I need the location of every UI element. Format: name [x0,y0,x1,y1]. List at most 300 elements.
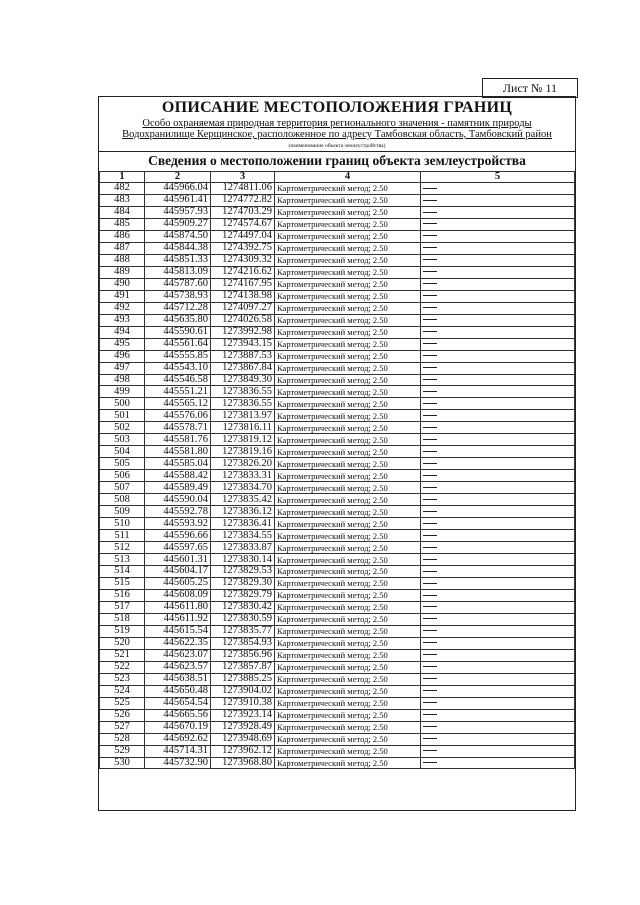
table-row [100,458,575,470]
point-number-cell: 506 [100,470,145,482]
x-coordinate-cell: 445588.42 [145,470,211,482]
note-cell [421,661,575,673]
dash-mark [423,750,437,751]
method-cell: Картометрический метод; 2.50 [275,530,421,542]
x-coordinate-cell: 445961.41 [145,194,211,206]
method-cell: Картометрический метод; 2.50 [275,637,421,649]
note-cell [421,506,575,518]
y-coordinate-cell: 1274392.75 [211,242,275,254]
document-title: ОПИСАНИЕ МЕСТОПОЛОЖЕНИЯ ГРАНИЦ [161,99,513,116]
y-coordinate-cell: 1273887.53 [211,350,275,362]
note-cell [421,230,575,242]
method-cell: Картометрический метод; 2.50 [275,554,421,566]
dash-mark [423,188,437,189]
y-coordinate-cell: 1273829.30 [211,577,275,589]
table-row [100,542,575,554]
point-number-cell: 487 [100,242,145,254]
y-coordinate-cell: 1273904.02 [211,685,275,697]
note-cell [421,613,575,625]
dash-mark [423,475,437,476]
dash-mark [423,463,437,464]
method-cell: Картометрический метод; 2.50 [275,458,421,470]
dash-mark [423,343,437,344]
header-divider [99,151,575,152]
y-coordinate-cell: 1273829.79 [211,589,275,601]
column-header: 1 [100,172,145,183]
x-coordinate-cell: 445551.21 [145,386,211,398]
method-cell: Картометрический метод; 2.50 [275,518,421,530]
dash-mark [423,367,437,368]
point-number-cell: 488 [100,254,145,266]
method-cell: Картометрический метод; 2.50 [275,506,421,518]
table-row [100,338,575,350]
x-coordinate-cell: 445654.54 [145,697,211,709]
x-coordinate-cell: 445966.04 [145,183,211,195]
note-cell [421,398,575,410]
point-number-cell: 484 [100,206,145,218]
method-cell: Картометрический метод; 2.50 [275,398,421,410]
y-coordinate-cell: 1273833.87 [211,542,275,554]
y-coordinate-cell: 1273836.41 [211,518,275,530]
x-coordinate-cell: 445638.51 [145,673,211,685]
point-number-cell: 493 [100,314,145,326]
method-cell: Картометрический метод; 2.50 [275,589,421,601]
note-cell [421,278,575,290]
note-cell [421,518,575,530]
method-cell: Картометрический метод; 2.50 [275,183,421,195]
table-row [100,673,575,685]
point-number-cell: 505 [100,458,145,470]
table-row [100,254,575,266]
note-cell [421,589,575,601]
note-cell [421,685,575,697]
point-number-cell: 489 [100,266,145,278]
method-cell: Картометрический метод; 2.50 [275,386,421,398]
note-cell [421,434,575,446]
x-coordinate-cell: 445597.65 [145,542,211,554]
sheet-number: Лист № 11 [482,78,578,98]
dash-mark [423,391,437,392]
x-coordinate-cell: 445909.27 [145,218,211,230]
table-row [100,733,575,745]
y-coordinate-cell: 1273948.69 [211,733,275,745]
y-coordinate-cell: 1274216.62 [211,266,275,278]
point-number-cell: 528 [100,733,145,745]
method-cell: Картометрический метод; 2.50 [275,230,421,242]
note-cell [421,757,575,769]
table-row [100,757,575,769]
x-coordinate-cell: 445592.78 [145,506,211,518]
method-cell: Картометрический метод; 2.50 [275,709,421,721]
dash-mark [423,547,437,548]
column-header: 5 [421,172,575,183]
table-row [100,242,575,254]
x-coordinate-cell: 445851.33 [145,254,211,266]
table-row [100,625,575,637]
method-cell: Картометрический метод; 2.50 [275,482,421,494]
dash-mark [423,762,437,763]
point-number-cell: 501 [100,410,145,422]
y-coordinate-cell: 1273849.30 [211,374,275,386]
note-cell [421,362,575,374]
note-cell [421,625,575,637]
x-coordinate-cell: 445712.28 [145,302,211,314]
dash-mark [423,511,437,512]
x-coordinate-cell: 445611.80 [145,601,211,613]
dash-mark [423,212,437,213]
y-coordinate-cell: 1273819.12 [211,434,275,446]
column-header: 3 [211,172,275,183]
dash-mark [423,235,437,236]
dash-mark [423,499,437,500]
table-row [100,410,575,422]
y-coordinate-cell: 1273928.49 [211,721,275,733]
table-row [100,613,575,625]
table-row [100,709,575,721]
table-row [100,422,575,434]
y-coordinate-cell: 1273856.96 [211,649,275,661]
y-coordinate-cell: 1274167.95 [211,278,275,290]
method-cell: Картометрический метод; 2.50 [275,577,421,589]
y-coordinate-cell: 1273867.84 [211,362,275,374]
y-coordinate-cell: 1273992.98 [211,326,275,338]
point-number-cell: 483 [100,194,145,206]
y-coordinate-cell: 1273834.55 [211,530,275,542]
method-cell: Картометрический метод; 2.50 [275,338,421,350]
y-coordinate-cell: 1273813.97 [211,410,275,422]
note-cell [421,577,575,589]
point-number-cell: 511 [100,530,145,542]
column-header: 2 [145,172,211,183]
table-row [100,374,575,386]
dash-mark [423,379,437,380]
table-row [100,554,575,566]
point-number-cell: 496 [100,350,145,362]
y-coordinate-cell: 1274138.98 [211,290,275,302]
x-coordinate-cell: 445738.93 [145,290,211,302]
dash-mark [423,271,437,272]
table-row [100,601,575,613]
x-coordinate-cell: 445546.58 [145,374,211,386]
x-coordinate-cell: 445605.25 [145,577,211,589]
dash-mark [423,403,437,404]
x-coordinate-cell: 445590.04 [145,494,211,506]
note-cell [421,482,575,494]
x-coordinate-cell: 445844.38 [145,242,211,254]
table-row [100,230,575,242]
note-cell [421,601,575,613]
method-cell: Картометрический метод; 2.50 [275,290,421,302]
table-row [100,386,575,398]
table-row [100,326,575,338]
note-cell [421,566,575,578]
x-coordinate-cell: 445581.76 [145,434,211,446]
point-number-cell: 498 [100,374,145,386]
x-coordinate-cell: 445692.62 [145,733,211,745]
dash-mark [423,726,437,727]
method-cell: Картометрический метод; 2.50 [275,673,421,685]
point-number-cell: 509 [100,506,145,518]
method-cell: Картометрический метод; 2.50 [275,374,421,386]
x-coordinate-cell: 445590.61 [145,326,211,338]
method-cell: Картометрический метод; 2.50 [275,266,421,278]
point-number-cell: 525 [100,697,145,709]
y-coordinate-cell: 1273830.42 [211,601,275,613]
table-row [100,206,575,218]
point-number-cell: 482 [100,183,145,195]
note-cell [421,290,575,302]
dash-mark [423,535,437,536]
note-cell [421,266,575,278]
method-cell: Картометрический метод; 2.50 [275,542,421,554]
method-cell: Картометрический метод; 2.50 [275,649,421,661]
method-cell: Картометрический метод; 2.50 [275,206,421,218]
dash-mark [423,571,437,572]
method-cell: Картометрический метод; 2.50 [275,745,421,757]
note-cell [421,530,575,542]
dash-mark [423,223,437,224]
x-coordinate-cell: 445622.35 [145,637,211,649]
x-coordinate-cell: 445813.09 [145,266,211,278]
dash-mark [423,295,437,296]
x-coordinate-cell: 445543.10 [145,362,211,374]
table-row [100,183,575,195]
dash-mark [423,355,437,356]
table-row [100,434,575,446]
point-number-cell: 491 [100,290,145,302]
note-cell [421,470,575,482]
dash-mark [423,595,437,596]
method-cell: Картометрический метод; 2.50 [275,314,421,326]
point-number-cell: 517 [100,601,145,613]
method-cell: Картометрический метод; 2.50 [275,494,421,506]
table-row [100,470,575,482]
method-cell: Картометрический метод; 2.50 [275,685,421,697]
note-cell [421,338,575,350]
method-cell: Картометрический метод; 2.50 [275,362,421,374]
x-coordinate-cell: 445732.90 [145,757,211,769]
note-cell [421,350,575,362]
table-row [100,566,575,578]
table-row [100,302,575,314]
x-coordinate-cell: 445635.80 [145,314,211,326]
y-coordinate-cell: 1274703.29 [211,206,275,218]
y-coordinate-cell: 1273829.53 [211,566,275,578]
method-cell: Картометрический метод; 2.50 [275,218,421,230]
table-row [100,577,575,589]
method-cell: Картометрический метод; 2.50 [275,470,421,482]
point-number-cell: 508 [100,494,145,506]
note-cell [421,386,575,398]
y-coordinate-cell: 1273923.14 [211,709,275,721]
object-caption: (наименование объекта землеустройства) [288,143,386,149]
point-number-cell: 529 [100,745,145,757]
y-coordinate-cell: 1274811.06 [211,183,275,195]
x-coordinate-cell: 445623.07 [145,649,211,661]
point-number-cell: 524 [100,685,145,697]
note-cell [421,709,575,721]
method-cell: Картометрический метод; 2.50 [275,434,421,446]
x-coordinate-cell: 445623.57 [145,661,211,673]
method-cell: Картометрический метод; 2.50 [275,721,421,733]
method-cell: Картометрический метод; 2.50 [275,350,421,362]
point-number-cell: 519 [100,625,145,637]
x-coordinate-cell: 445576.06 [145,410,211,422]
x-coordinate-cell: 445957.93 [145,206,211,218]
method-cell: Картометрический метод; 2.50 [275,278,421,290]
table-row [100,314,575,326]
column-header: 4 [275,172,421,183]
note-cell [421,721,575,733]
point-number-cell: 515 [100,577,145,589]
table-row [100,350,575,362]
dash-mark [423,714,437,715]
x-coordinate-cell: 445585.04 [145,458,211,470]
dash-mark [423,630,437,631]
method-cell: Картометрический метод; 2.50 [275,661,421,673]
y-coordinate-cell: 1273857.87 [211,661,275,673]
note-cell [421,554,575,566]
note-cell [421,649,575,661]
x-coordinate-cell: 445589.49 [145,482,211,494]
section-subtitle: Сведения о местоположении границ объекта землеустройства [148,153,526,168]
dash-mark [423,559,437,560]
dash-mark [423,415,437,416]
method-cell: Картометрический метод; 2.50 [275,242,421,254]
x-coordinate-cell: 445611.92 [145,613,211,625]
table-row [100,278,575,290]
dash-mark [423,523,437,524]
point-number-cell: 526 [100,709,145,721]
x-coordinate-cell: 445555.85 [145,350,211,362]
object-description-line-1: Особо охраняемая природная территория регионального значения - памятник природы [142,118,532,129]
note-cell [421,422,575,434]
x-coordinate-cell: 445565.12 [145,398,211,410]
dash-mark [423,200,437,201]
point-number-cell: 520 [100,637,145,649]
table-row [100,661,575,673]
point-number-cell: 516 [100,589,145,601]
x-coordinate-cell: 445874.50 [145,230,211,242]
dash-mark [423,439,437,440]
y-coordinate-cell: 1274772.82 [211,194,275,206]
point-number-cell: 530 [100,757,145,769]
note-cell [421,194,575,206]
y-coordinate-cell: 1274097.27 [211,302,275,314]
note-cell [421,446,575,458]
point-number-cell: 510 [100,518,145,530]
x-coordinate-cell: 445561.64 [145,338,211,350]
y-coordinate-cell: 1273830.14 [211,554,275,566]
x-coordinate-cell: 445596.66 [145,530,211,542]
x-coordinate-cell: 445650.48 [145,685,211,697]
note-cell [421,542,575,554]
note-cell [421,494,575,506]
point-number-cell: 495 [100,338,145,350]
method-cell: Картометрический метод; 2.50 [275,757,421,769]
y-coordinate-cell: 1273835.42 [211,494,275,506]
note-cell [421,326,575,338]
x-coordinate-cell: 445787.60 [145,278,211,290]
point-number-cell: 514 [100,566,145,578]
table-row [100,697,575,709]
dash-mark [423,259,437,260]
dash-mark [423,618,437,619]
point-number-cell: 522 [100,661,145,673]
y-coordinate-cell: 1273943.15 [211,338,275,350]
document-frame [98,96,576,811]
point-number-cell: 513 [100,554,145,566]
point-number-cell: 499 [100,386,145,398]
note-cell [421,183,575,195]
method-cell: Картометрический метод; 2.50 [275,194,421,206]
y-coordinate-cell: 1273885.25 [211,673,275,685]
note-cell [421,254,575,266]
note-cell [421,637,575,649]
point-number-cell: 497 [100,362,145,374]
y-coordinate-cell: 1273830.59 [211,613,275,625]
point-number-cell: 512 [100,542,145,554]
x-coordinate-cell: 445581.80 [145,446,211,458]
note-cell [421,218,575,230]
method-cell: Картометрический метод; 2.50 [275,601,421,613]
table-row [100,506,575,518]
dash-mark [423,690,437,691]
y-coordinate-cell: 1273833.31 [211,470,275,482]
x-coordinate-cell: 445714.31 [145,745,211,757]
dash-mark [423,307,437,308]
x-coordinate-cell: 445593.92 [145,518,211,530]
table-row [100,530,575,542]
x-coordinate-cell: 445604.17 [145,566,211,578]
table-row [100,218,575,230]
y-coordinate-cell: 1273836.55 [211,398,275,410]
method-cell: Картометрический метод; 2.50 [275,733,421,745]
dash-mark [423,283,437,284]
point-number-cell: 492 [100,302,145,314]
x-coordinate-cell: 445578.71 [145,422,211,434]
point-number-cell: 486 [100,230,145,242]
y-coordinate-cell: 1274309.32 [211,254,275,266]
point-number-cell: 494 [100,326,145,338]
y-coordinate-cell: 1273835.77 [211,625,275,637]
note-cell [421,733,575,745]
point-number-cell: 518 [100,613,145,625]
y-coordinate-cell: 1273816.11 [211,422,275,434]
note-cell [421,374,575,386]
point-number-cell: 507 [100,482,145,494]
dash-mark [423,642,437,643]
dash-mark [423,427,437,428]
table-row [100,446,575,458]
point-number-cell: 500 [100,398,145,410]
note-cell [421,697,575,709]
object-description-line-2: Водохранилище Керщинское, расположенное по адресу Тамбовская область, Тамбовский район [122,129,552,140]
table-row [100,494,575,506]
method-cell: Картометрический метод; 2.50 [275,625,421,637]
table-row [100,482,575,494]
method-cell: Картометрический метод; 2.50 [275,254,421,266]
table-row [100,518,575,530]
dash-mark [423,247,437,248]
method-cell: Картометрический метод; 2.50 [275,410,421,422]
method-cell: Картометрический метод; 2.50 [275,613,421,625]
boundary-points-table [99,171,575,769]
dash-mark [423,606,437,607]
method-cell: Картометрический метод; 2.50 [275,326,421,338]
dash-mark [423,702,437,703]
note-cell [421,673,575,685]
